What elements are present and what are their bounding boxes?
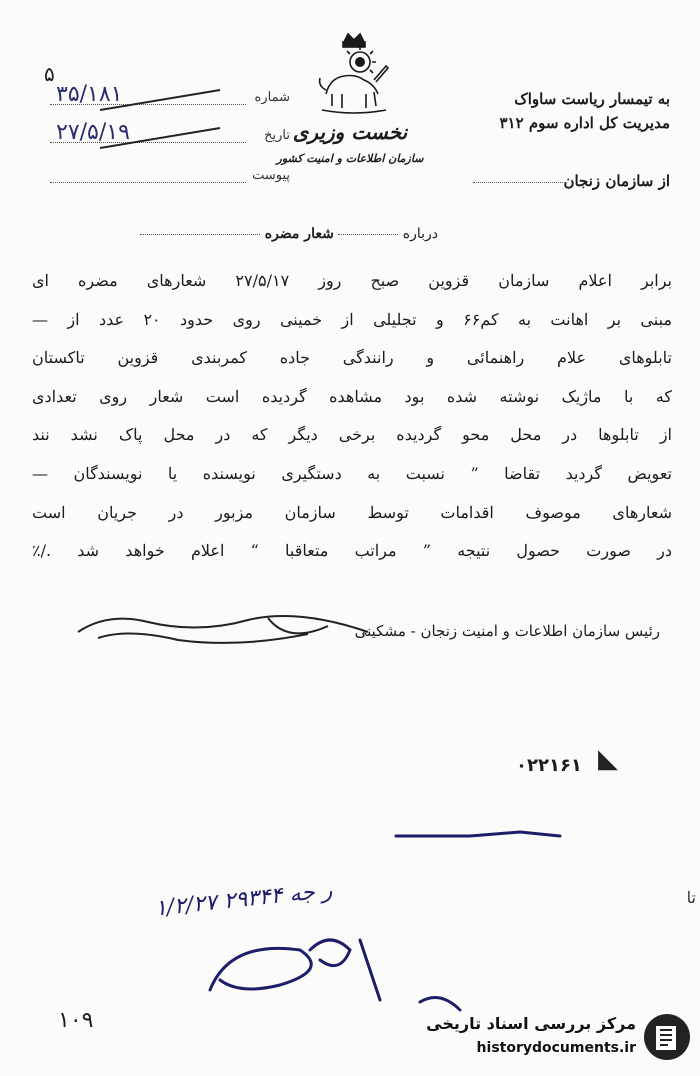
addressee-from: [410, 172, 670, 190]
meta-attachment-row: [40, 160, 290, 194]
from-text: از سازمان زنجان: [563, 172, 670, 190]
watermark-url: historydocuments.ir: [476, 1040, 636, 1056]
subject-label: درباره: [402, 226, 438, 242]
body-line: برابر اعلام سازمان قزوین صبح روز ۲۷/۵/۱۷ شعارهای مضره ای: [32, 271, 672, 290]
body-line: مبنی بر اهانت به کم۶۶ و تجلیلی از خمینی روی حدود ۲۰ عدد از —: [32, 309, 672, 329]
date-value: ۲۷/۵/۱۹: [56, 120, 130, 145]
dotted-line: [50, 182, 246, 183]
letterhead-subtitle: سازمان اطلاعات و امنیت کشور: [276, 152, 424, 165]
corner-mark: ۵: [44, 62, 55, 86]
page-number: ۱۰۹: [58, 1008, 94, 1033]
dotted-line: [140, 234, 260, 235]
edge-mark: تا: [686, 888, 696, 907]
subject-row: [140, 226, 438, 242]
watermark-title: مرکز بررسی اسناد تاریخی: [426, 1014, 636, 1033]
number-label: شماره: [254, 90, 290, 105]
letter-body: [32, 262, 672, 571]
meta-date-row: [40, 120, 290, 154]
date-label: تاریخ: [264, 128, 290, 143]
history-documents-logo-icon: [642, 1012, 692, 1062]
addressee-line-2: مدیریت کل اداره سوم ۳۱۲: [499, 114, 670, 132]
subject-value: شعار مضره: [264, 226, 334, 242]
body-line: در صورت حصول نتیجه ” مراتب متعاقبا “ اعلام خواهد شد ./٪: [32, 541, 672, 561]
signature-line: رئیس سازمان اطلاعات و امنیت زنجان - مشکینی: [354, 622, 660, 640]
watermark: [412, 1010, 692, 1066]
meta-number-row: [40, 82, 290, 116]
dotted-line: [473, 182, 563, 183]
attachment-label: پیوست: [252, 168, 290, 183]
body-line: که با ماژیک نوشته شده بود مشاهده گردیده است شعار روی تعدادی: [32, 386, 672, 406]
body-line: شعارهای موصوف اقدامات توسط سازمان مزبور در جریان است: [32, 502, 672, 522]
number-value: ۳۵/۱۸۱: [56, 82, 123, 107]
body-line: از تابلوها در محل محو گردیده برخی دیگر که در محل پاک نشد نند: [32, 425, 672, 445]
lion-and-sun-emblem-icon: [312, 28, 396, 118]
arrow-mark-icon: ◣: [598, 744, 618, 774]
letterhead-title: نخست وزیری: [292, 120, 408, 144]
file-number: ۰۲۲۱۶۱: [516, 755, 582, 776]
body-line: تعویض گردید تقاضا ” نسبت به دستگیری نویسنده یا نویسندگان —: [32, 463, 672, 483]
body-line: تابلوهای علام راهنمائی و رانندگی جاده کمربندی قزوین تاکستان: [32, 348, 672, 368]
registration-note: ر جه ۲۹۳۴۴ ۱/۲/۲۷: [153, 878, 334, 922]
dotted-line: [338, 234, 398, 235]
addressee-line-1: به تیمسار ریاست ساواک: [514, 90, 670, 108]
